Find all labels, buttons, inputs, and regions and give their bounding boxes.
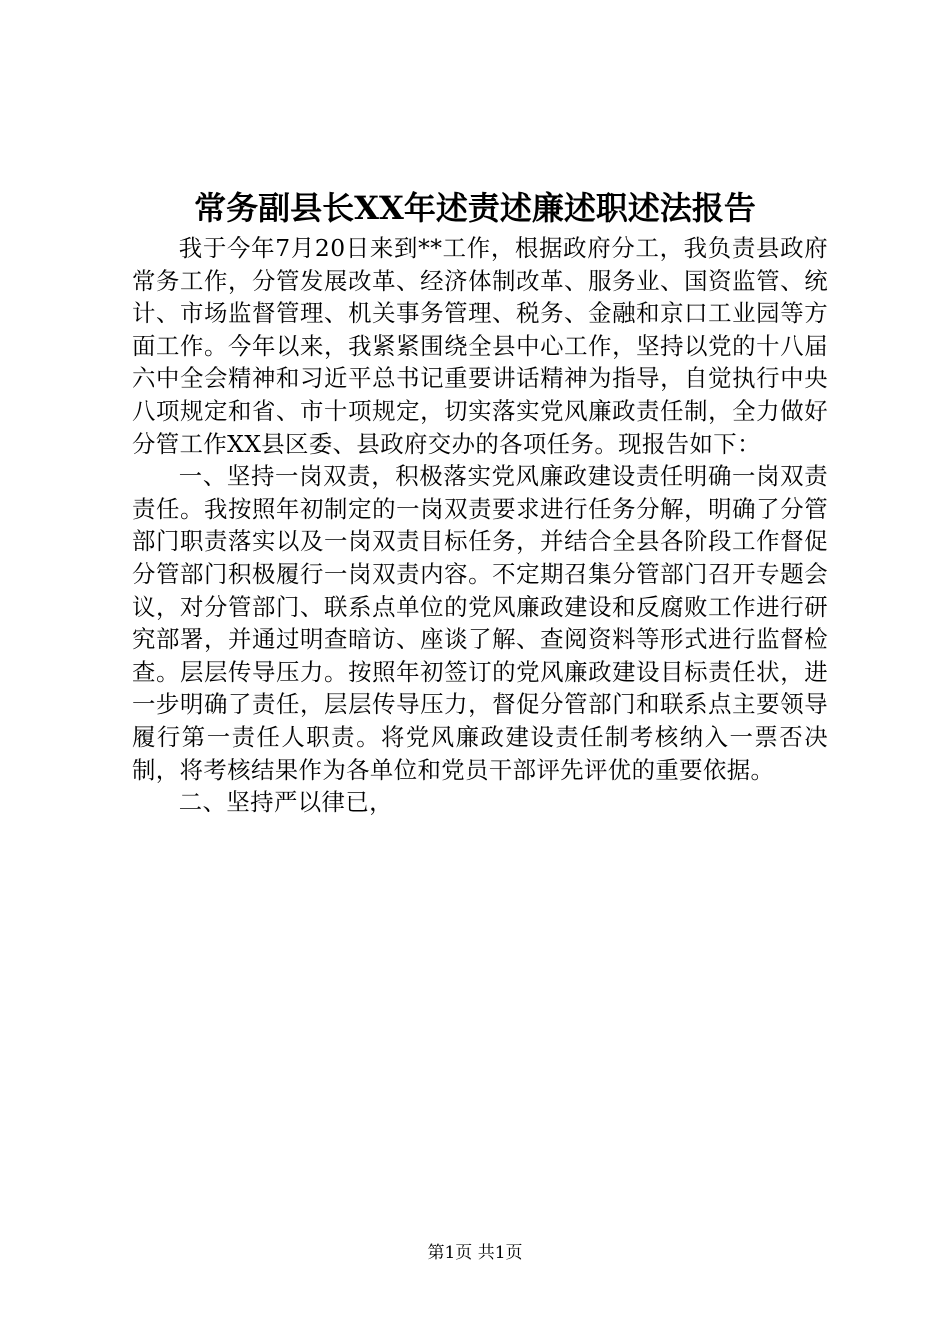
paragraph-section-two: 二、坚持严以律已， [178, 788, 393, 817]
document-body [132, 232, 828, 819]
paragraph-intro: 我于今年7月20日来到**工作，根据政府分工，我负责县政府常务工作，分管发展改革、经济体制改革、服务业、国资监管、统计、市场监督管理、机关事务管理、税务、金融和京口工业园等方面工作。今年以来，我紧紧围绕全县中心工作，坚持以党的十八届六中全会精神和习近平总书记重要讲话精神为指导，自觉执行中央八项规定和省、市十项规定，切实落实党风廉政责任制，全力做好分管工作XX县区委、县政府交办的各项任务。现报告如下： [132, 234, 828, 458]
document-title: 常务副县长XX年述责述廉述职述法报告 [194, 189, 756, 227]
paragraph-section-one: 一、坚持一岗双责，积极落实党风廉政建设责任明确一岗双责责任。我按照年初制定的一岗双责要求进行任务分解，明确了分管部门职责落实以及一岗双责目标任务，并结合全县各阶段工作督促分管部门积极履行一岗双责内容。不定期召集分管部门召开专题会议，对分管部门、联系点单位的党风廉政建设和反腐败工作进行研究部署，并通过明查暗访、座谈了解、查阅资料等形式进行监督检查。层层传导压力。按照年初签订的党风廉政建设目标责任状，进一步明确了责任，层层传导压力，督促分管部门和联系点主要领导履行第一责任人职责。将党风廉政建设责任制考核纳入一票否决制，将考核结果作为各单位和党员干部评先评优的重要依据。 [132, 462, 828, 784]
page-footer: 第1页 共1页 [427, 1243, 523, 1263]
